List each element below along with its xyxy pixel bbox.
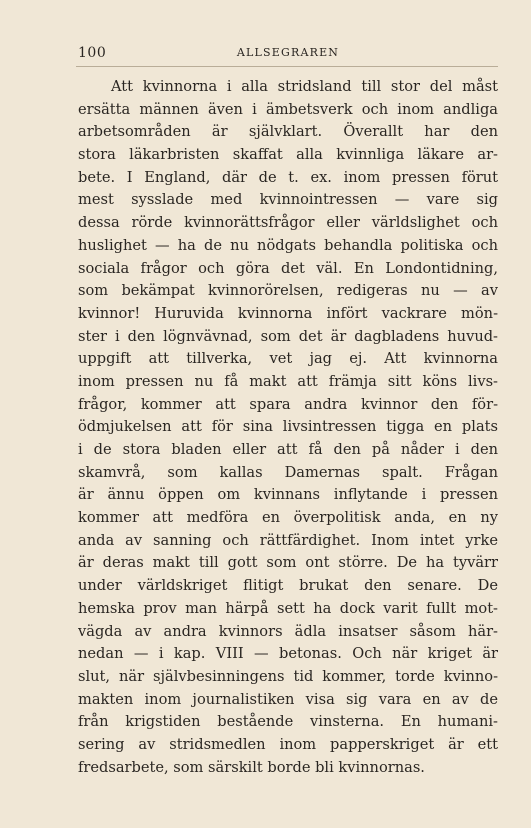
text-line: inom pressen nu få makt att främja sitt köns livs- [78, 372, 498, 390]
text-line: frågor, kommer att spara andra kvinnor den för- [78, 395, 498, 413]
page-header [78, 45, 498, 63]
text-line: är ännu öppen om kvinnans inflytande i pressen [78, 486, 498, 504]
text-line: Att kvinnorna i alla stridsland till stor del måst [111, 78, 498, 95]
text-line: fredsarbete, som särskilt borde bli kvinnornas. [78, 758, 425, 776]
text-line: skamvrå, som kallas Damernas spalt. Frågan [78, 463, 498, 481]
text-line: huslighet — ha de nu nödgats behandla politiska och [78, 236, 498, 254]
text-line: ster i den lögnvävnad, som det är dagbladens huvud- [78, 327, 498, 345]
text-line: kvinnor! Huruvida kvinnorna infört vackrare mön- [78, 304, 498, 322]
text-line: under världskriget flitigt brukat den senare. De [78, 577, 498, 595]
text-line: makten inom journalistiken visa sig vara en av de [78, 690, 498, 708]
text-line: i de stora bladen eller att få den på nåder i den [78, 441, 498, 458]
body-text [78, 76, 498, 779]
text-line: sociala frågor och göra det väl. En Londontidning, [78, 259, 498, 277]
text-line: dessa rörde kvinnorättsfrågor eller världslighet och [78, 214, 498, 232]
text-line: bete. I England, där de t. ex. inom pressen förut [78, 168, 498, 186]
text-line: nedan — i kap. VIII — betonas. Och när kriget är [78, 645, 498, 663]
text-line: mest sysslade med kvinnointressen — vare sig [78, 191, 498, 209]
text-line: är deras makt till gott som ont större. De ha tyvärr [78, 554, 498, 572]
text-line: ersätta männen även i ämbetsverk och inom andliga [78, 100, 498, 118]
text-line: som bekämpat kvinnorörelsen, redigeras nu — av [78, 282, 498, 300]
text-line: hemska prov man härpå sett ha dock varit fullt mot- [78, 599, 498, 617]
page-number: 100 [78, 45, 107, 61]
text-line: från krigstiden bestående vinsterna. En humani- [78, 713, 498, 731]
running-head: ALLSEGRAREN [236, 46, 340, 59]
text-line: vägda av andra kvinnors ädla insatser såsom här- [78, 622, 498, 640]
text-line: stora läkarbristen skaffat alla kvinnliga läkare ar- [78, 146, 498, 164]
text-line: anda av sanning och rättfärdighet. Inom intet yrke [78, 531, 498, 549]
text-line: uppgift att tillverka, vet jag ej. Att kvinnorna [78, 350, 498, 368]
text-line: ödmjukelsen att för sina livsintressen tigga en plats [78, 418, 498, 436]
header-rule [76, 66, 498, 67]
text-line: kommer att medföra en överpolitisk anda, en ny [78, 509, 498, 527]
text-line: slut, när självbesinningens tid kommer, torde kvinno- [78, 667, 498, 685]
text-line: sering av stridsmedlen inom papperskriget är ett [78, 735, 498, 753]
text-line: arbetsområden är självklart. Överallt har den [78, 123, 498, 141]
